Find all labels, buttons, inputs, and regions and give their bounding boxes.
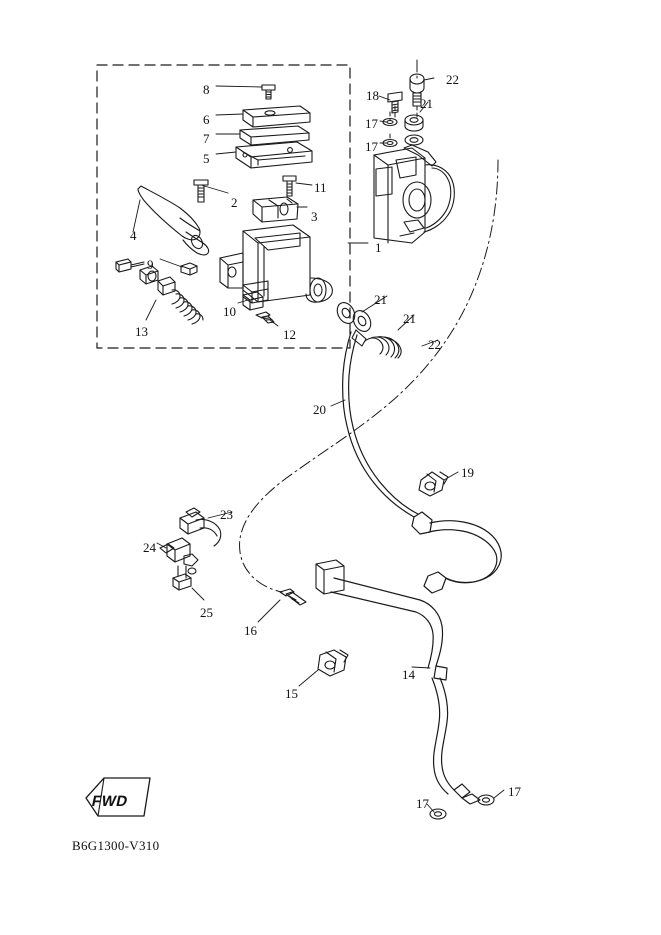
part-16-banjo-bolt-lower	[280, 589, 306, 605]
part-3-lever-holder	[253, 197, 298, 222]
part-14-brake-hose-lower	[331, 578, 470, 798]
part-2-pivot-bolt	[194, 180, 208, 202]
callout-number-22: 22	[446, 72, 459, 87]
part-15-hose-holder	[318, 650, 348, 676]
part-5-reservoir-body	[236, 142, 312, 168]
part-6-reservoir-cap	[243, 106, 310, 127]
callout-number-15: 15	[285, 686, 298, 701]
callout-number-8: 8	[203, 82, 210, 97]
part-21-banjo-fitting-top	[405, 115, 423, 145]
callout-number-13: 13	[135, 324, 148, 339]
callout-number-17: 17	[508, 784, 521, 799]
part-17-washers-bottom	[430, 794, 494, 819]
part-11-bolt	[283, 176, 296, 196]
callout-number-17: 17	[416, 796, 429, 811]
callout-number-1: 1	[375, 240, 382, 255]
callout-number-17: 17	[365, 116, 378, 131]
callout-number-21: 21	[374, 292, 387, 307]
callout-number-21: 21	[403, 311, 416, 326]
callout-number-11: 11	[314, 180, 327, 195]
callout-number-2: 2	[231, 195, 238, 210]
part-8-screw	[262, 85, 275, 99]
callout-number-23: 23	[220, 507, 233, 522]
callout-number-6: 6	[203, 112, 210, 127]
part-7-diaphragm	[240, 126, 309, 145]
callout-number-22: 22	[428, 337, 441, 352]
alignment-dash-dot-line	[240, 160, 498, 592]
callout-number-25: 25	[200, 605, 213, 620]
part-9-adjuster	[181, 263, 197, 275]
callout-number-7: 7	[203, 131, 210, 146]
callout-number-4: 4	[130, 228, 137, 243]
callout-number-9: 9	[147, 257, 154, 272]
part-23-24-25-bracket-assembly	[160, 508, 221, 590]
part-code-label: B6G1300-V310	[72, 838, 160, 853]
callout-number-14: 14	[402, 667, 415, 682]
callout-number-12: 12	[283, 327, 296, 342]
fwd-label-text: FWD	[90, 793, 130, 810]
callout-number-18: 18	[366, 88, 379, 103]
part-17-washers-top	[383, 119, 397, 147]
callout-number-19: 19	[461, 465, 474, 480]
callout-number-10: 10	[223, 304, 236, 319]
fwd-direction-marker	[80, 780, 150, 822]
hose-end-block	[316, 560, 344, 594]
callout-number-16: 16	[244, 623, 257, 638]
part-1-master-cylinder-body	[220, 225, 332, 303]
callout-number-3: 3	[311, 209, 318, 224]
part-19-hose-clamp	[419, 472, 448, 496]
callout-number-21: 21	[420, 96, 433, 111]
abs-unit-block	[374, 145, 454, 243]
callout-number-5: 5	[203, 151, 210, 166]
callout-number-24: 24	[143, 540, 156, 555]
callout-number-17: 17	[365, 139, 378, 154]
callout-number-20: 20	[313, 402, 326, 417]
